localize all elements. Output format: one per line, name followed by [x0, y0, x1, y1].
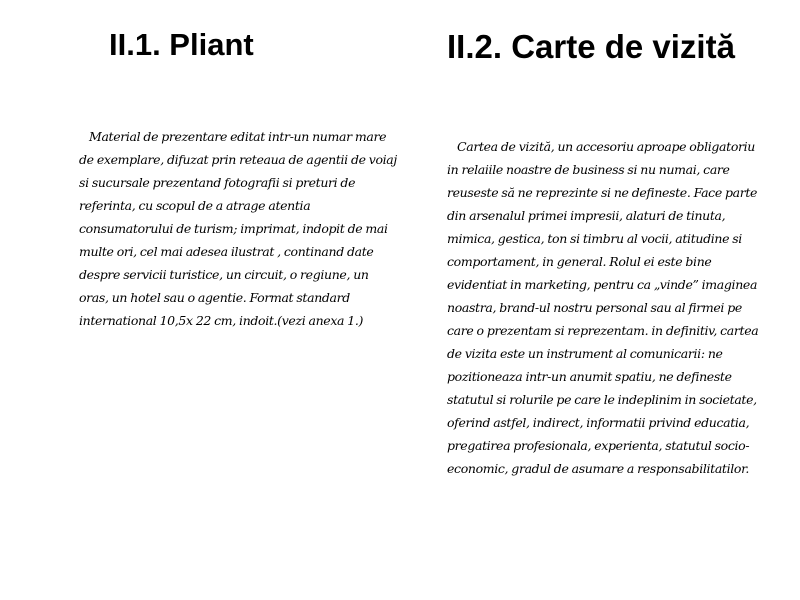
carte-de-vizita-text-block — [447, 135, 765, 480]
pliant-text-block — [79, 125, 397, 332]
pliant-paragraph: Material de prezentare editat intr-un numar mare de exemplare, difuzat prin reteaua de agentii de voiaj si sucursale prezentand fotografii si preturi de referinta, cu scopul de a atrage atentia consumatorului de turism; imprimat, indopit de mai multe ori, cel mai adesea ilustrat , continand date despre servicii turistice, un circuit, o regiune, un oras, un hotel sau o agentie. Format standard international 10,5x 22 cm, indoit.(vezi anexa 1.) — [79, 129, 397, 328]
carte-de-vizita-paragraph: Cartea de vizită, un accesoriu aproape obligatoriu in relaiile noastre de business si nu numai, care reuseste să ne reprezinte si ne defineste. Face parte din arsenalul primei impresii, alaturi de tinuta, mimica, gestica, ton si timbru al vocii, atitudine si comportament, in general. Rolul ei este bine evidentiat in marketing, pentru ca „vinde” imaginea noastra, brand-ul nostru personal sau al firmei pe care o prezentam si reprezentam. in definitiv, cartea de vizita este un instrument al comunicarii: ne pozitioneaza intr-un anumit spatiu, ne defineste statutul si rolurile pe care le indeplinim in societate, oferind astfel, indirect, informatii privind educatia, pregatirea profesionala, experienta, statutul socio-economic, gradul de asumare a responsabilitatilor. — [447, 139, 759, 476]
pliant-title: II.1. Pliant — [109, 27, 254, 62]
carte-de-vizita-title: II.2. Carte de vizită — [447, 28, 735, 65]
